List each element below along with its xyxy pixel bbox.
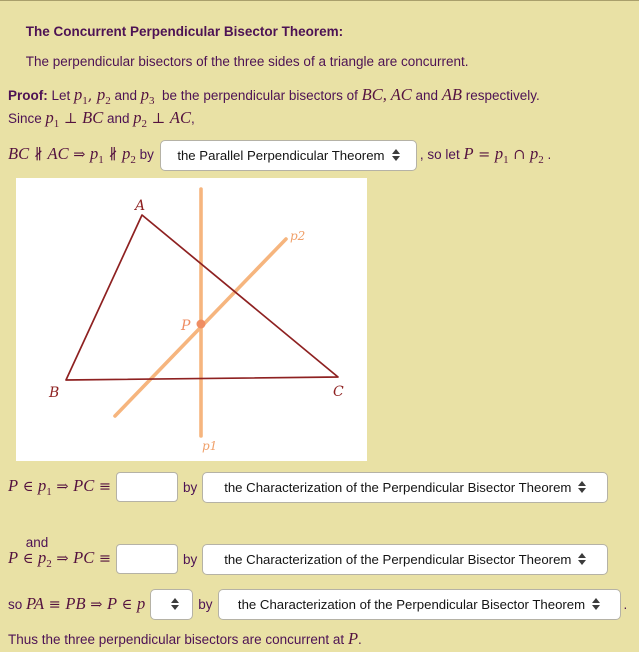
page-title: The Concurrent Perpendicular Bisector Theorem: [25, 24, 344, 39]
so-let-math: , so let $P = p_1$ ∩ $p_2$ . [419, 144, 552, 166]
final-statement: Thus the three perpendicular bisectors are concurrent at P. [8, 629, 362, 648]
triangle-diagram [16, 178, 367, 461]
reason-select-parallel-perpendicular-value: the Parallel Perpendicular Theorem [177, 147, 385, 163]
pc-equiv-input-2[interactable] [116, 544, 178, 574]
vertex-c-label: C [333, 384, 344, 400]
and-connector: and [25, 535, 49, 550]
proof-intro-line: Proof: Let $p_1$, $p_2$ and $p_3$ be the perpendicular bisectors of BC, AC and AB respectively. [8, 85, 540, 107]
reason-select-1[interactable] [202, 472, 608, 503]
conclusion-period: . [623, 596, 628, 612]
reason-select-1-value: the Characterization of the Perpendicular Bisector Theorem [224, 479, 572, 495]
since-line: Since $p_1$ ⊥ BC and $p_2$ ⊥ AC, [8, 108, 195, 130]
vertex-b-label: B [49, 385, 60, 401]
by-label-2: by [183, 551, 198, 567]
pc-equiv-row-2-math: P ∈ $p_2$ ⇒ PC ≡ [8, 548, 112, 570]
reason-select-3[interactable] [218, 589, 621, 620]
reason-select-2[interactable] [202, 544, 608, 575]
reason-select-3-value: the Characterization of the Perpendicular Bisector Theorem [237, 596, 586, 612]
point-p-label: P [181, 318, 191, 334]
select-arrows-icon [392, 149, 400, 161]
pc-equiv-row-2 [8, 543, 608, 575]
reason-select-2-value: the Characterization of the Perpendicular Bisector Theorem [224, 551, 572, 567]
pc-equiv-row-1 [8, 471, 608, 503]
not-parallel-math: BC ∦ AC ⇒ $p_1$ ∦ $p_2$ by [8, 144, 154, 166]
by-label-1: by [183, 479, 198, 495]
pc-equiv-row-1-math: P ∈ $p_1$ ⇒ PC ≡ [8, 476, 112, 498]
subscript-select[interactable] [150, 589, 193, 620]
theorem-statement: The perpendicular bisectors of the three sides of a triangle are concurrent. [25, 54, 469, 69]
select-arrows-icon [592, 598, 600, 610]
point-p-dot [197, 320, 206, 329]
conclusion-row [8, 588, 627, 620]
conclusion-row-math: so PA ≡ PB ⇒ P ∈ p [8, 594, 146, 613]
bisector-p2-label: p2 [290, 229, 306, 243]
select-arrows-icon [578, 481, 586, 493]
vertex-a-label: A [135, 198, 146, 214]
not-parallel-line [8, 139, 551, 171]
bisector-p1-label: p1 [202, 439, 218, 453]
select-arrows-icon [578, 553, 586, 565]
reason-select-parallel-perpendicular[interactable] [160, 140, 417, 171]
select-arrows-icon [171, 598, 179, 610]
pc-equiv-input-1[interactable] [116, 472, 178, 502]
by-label-3: by [198, 596, 213, 612]
